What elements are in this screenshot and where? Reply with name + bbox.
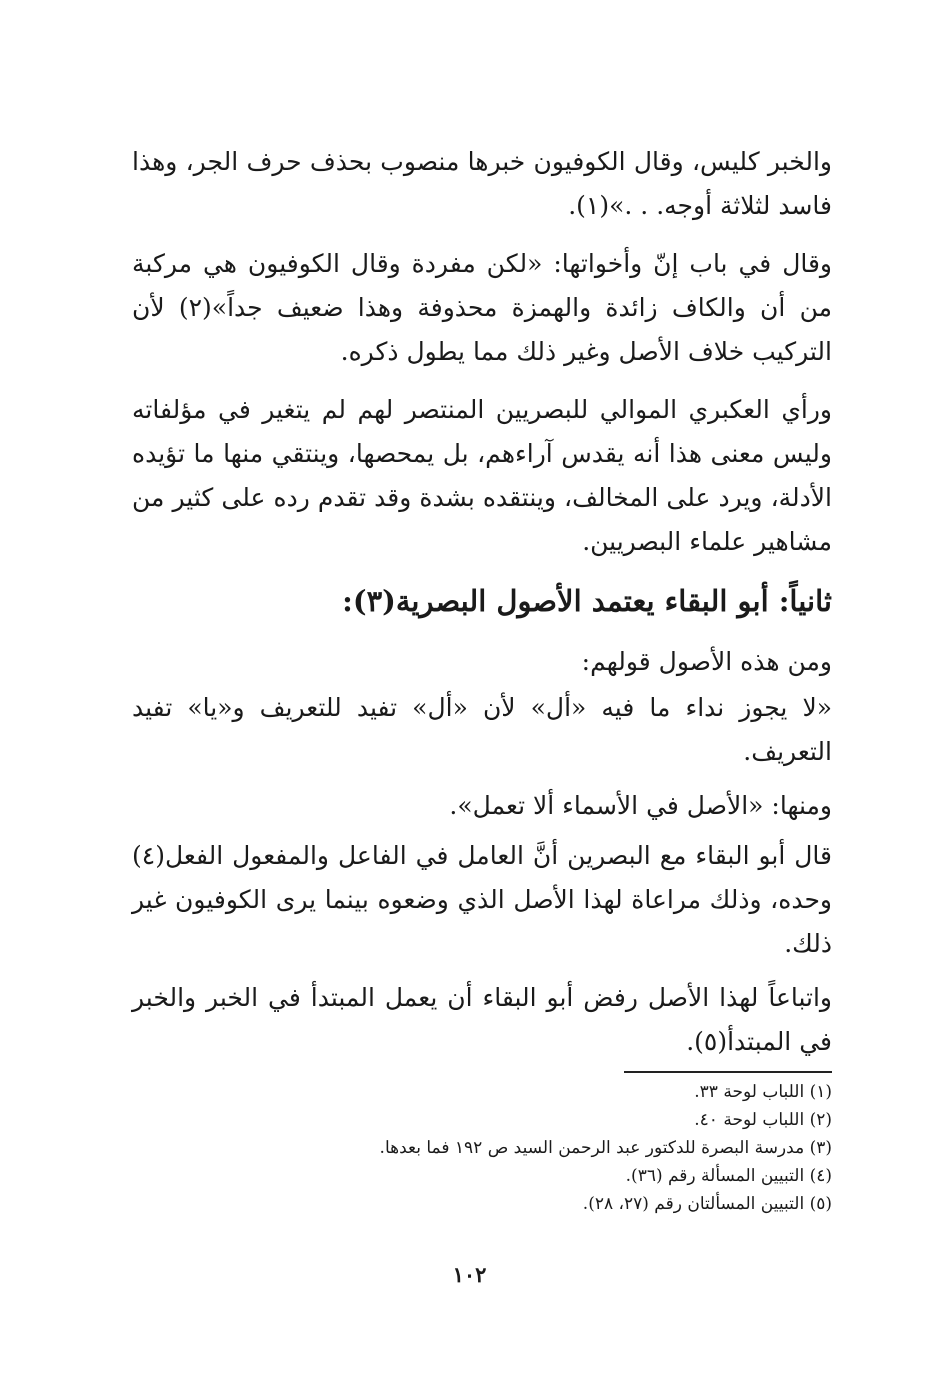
footnotes-list: [132, 1078, 832, 1218]
footnote-item: (٣) مدرسة البصرة للدكتور عبد الرحمن السيد ص ١٩٢ فما بعدها.: [379, 1138, 832, 1158]
paragraph-mubtada-rule: واتباعاً لهذا الأصل رفض أبو البقاء أن يعمل المبتدأ في الخبر والخبر في المبتدأ(٥).: [132, 983, 832, 1056]
section-heading: ثانياً: أبو البقاء يعتمد الأصول البصرية(٣):: [342, 584, 832, 618]
paragraph-continuation: والخبر كليس، وقال الكوفيون خبرها منصوب بحذف حرف الجر، وهذا فاسد لثلاثة أوجه. . .»(١).: [132, 147, 832, 220]
footnote-item: (١) اللباب لوحة ٣٣.: [694, 1082, 832, 1102]
paragraph-ukbari-opinion: ورأي العكبري الموالي للبصريين المنتصر لهم لم يتغير في مؤلفاته وليس معنى هذا أنه يقدس آراءهم، بل يمحصها، وينتقي منها ما تؤيده الأدلة، ويرد على المخالف، وينتقده بشدة وقد تقدم رده على كثير من مشاهير علماء البصريين.: [132, 395, 832, 556]
paragraph-vocative-rule: «لا يجوز نداء ما فيه «أل» لأن «أل» تفيد للتعريف و«يا» تفيد التعريف.: [132, 693, 832, 766]
footnote-separator: [624, 1071, 832, 1073]
paragraph-principles-intro: ومن هذه الأصول قولهم:: [581, 647, 832, 676]
paragraph-nouns-rule: ومنها: «الأصل في الأسماء ألا تعمل».: [449, 791, 832, 820]
footnote-item: (٢) اللباب لوحة ٤٠.: [694, 1110, 832, 1130]
paragraph-agent-rule: قال أبو البقاء مع البصرين أنَّ العامل في الفاعل والمفعول الفعل(٤) وحده، وذلك مراعاة لهذا الأصل الذي وضعوه بينما يرى الكوفيون غير ذلك.: [132, 841, 832, 958]
footnote-item: (٥) التبيين المسألتان رقم (٢٧، ٢٨).: [582, 1194, 832, 1214]
footnote-item: (٤) التبيين المسألة رقم (٣٦).: [625, 1166, 832, 1186]
page-number: ١٠٢: [452, 1262, 487, 1287]
paragraph-inna-chapter: وقال في باب إنّ وأخواتها: «لكن مفردة وقال الكوفيون هي مركبة من أن والكاف زائدة والهمزة محذوفة وهذا ضعيف جداً»(٢) لأن التركيب خلاف الأصل وغير ذلك مما يطول ذكره.: [132, 249, 832, 366]
